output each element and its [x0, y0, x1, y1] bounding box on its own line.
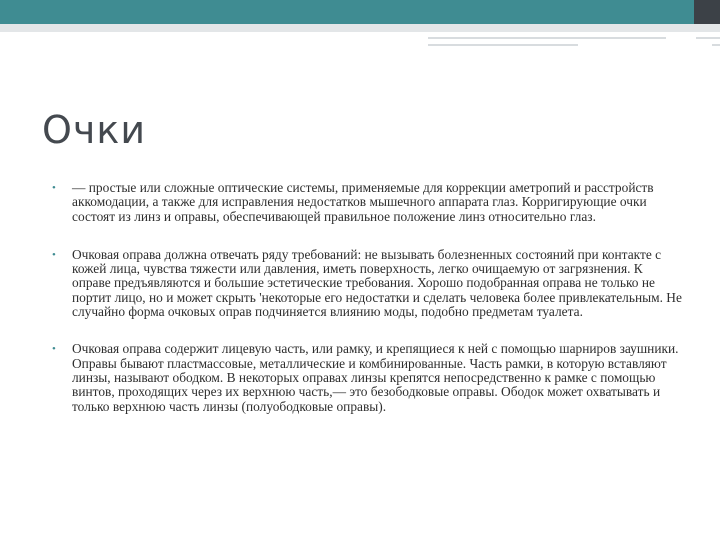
header-band-dark — [694, 0, 720, 24]
bullet-list — [52, 181, 682, 438]
bullet-item-frame-requirements — [52, 248, 682, 319]
bullet-text: — простые или сложные оптические системы, применяемые для коррекции аметропий и расстройств аккомодации, а также для исправления недостатков мышечного аппарата глаз. Корригирующие очки состоят из линз и оправы, обеспечивающей правильное положение линз относительно глаз. — [72, 180, 654, 224]
bullet-item-frame-structure — [52, 342, 682, 413]
bullet-dot-icon: • — [52, 248, 56, 261]
decorative-line — [712, 44, 720, 46]
header-band-accent — [0, 0, 694, 24]
bullet-text: Очковая оправа содержит лицевую часть, или рамку, и крепящиеся к ней с помощью шарниров заушники. Оправы бывают пластмассовые, металлические и комбинированные. Часть рамки, в которую вставляют линзы, называют ободком. В некоторых оправах линзы крепятся непосредственно к рамке с помощью винтов, проходящих через их верхнюю часть,— это безободковые оправы. Ободок может охватывать и только верхнюю часть линзы (полуободковые оправы). — [72, 341, 679, 414]
decorative-line — [428, 44, 578, 46]
bullet-dot-icon: • — [52, 182, 56, 194]
decorative-line — [428, 37, 666, 39]
header-band-shadow — [0, 24, 720, 32]
bullet-item-definition — [52, 181, 682, 224]
decorative-line — [696, 37, 720, 39]
bullet-text: Очковая оправа должна отвечать ряду требований: не вызывать болезненных состояний при контакте с кожей лица, чувства тяжести или давления, иметь поверхность, легко очищаемую от загрязнения. К оправе предъявляются и большие эстетические требования. Хорошо подобранная оправа не только не портит лицо, но и может скрыть 'некоторые его недостатки и сделать человека более привлекательным. Не случайно форма очковых оправ подчиняется влиянию моды, подобно предметам туалета. — [72, 246, 682, 320]
slide-title: Очки — [42, 108, 147, 152]
bullet-dot-icon: • — [52, 343, 56, 356]
